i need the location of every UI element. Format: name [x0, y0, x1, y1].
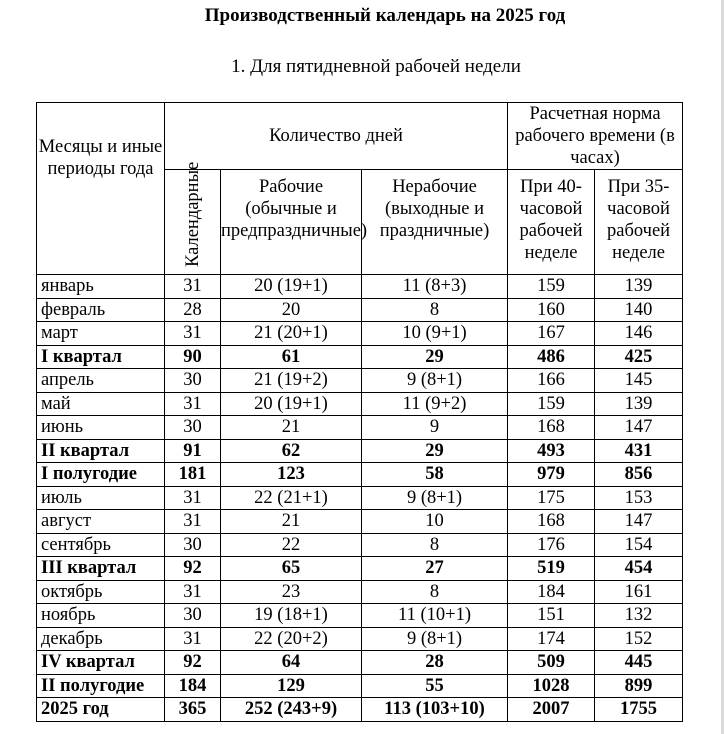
hours-35-cell: 425 [595, 345, 683, 369]
table-row [37, 275, 683, 299]
nonworking-days-cell: 8 [362, 298, 508, 322]
working-days-cell: 22 (21+1) [221, 486, 362, 510]
hours-40-cell: 168 [508, 510, 595, 534]
table-row [37, 369, 683, 393]
working-days-cell: 20 (19+1) [221, 392, 362, 416]
hours-40-cell: 1028 [508, 674, 595, 698]
nonworking-days-cell: 58 [362, 463, 508, 487]
working-days-cell: 123 [221, 463, 362, 487]
period-cell: июнь [37, 416, 165, 440]
header-calendar-days-label: Календарные [182, 161, 203, 267]
period-cell: август [37, 510, 165, 534]
hours-35-cell: 161 [595, 580, 683, 604]
table-row-total [37, 557, 683, 581]
calendar-days-cell: 92 [165, 557, 221, 581]
table-body [37, 275, 683, 722]
working-days-cell: 23 [221, 580, 362, 604]
nonworking-days-cell: 11 (9+2) [362, 392, 508, 416]
nonworking-days-cell: 9 (8+1) [362, 486, 508, 510]
nonworking-days-cell: 8 [362, 580, 508, 604]
hours-35-cell: 856 [595, 463, 683, 487]
table-row [37, 322, 683, 346]
working-days-cell: 22 (20+2) [221, 627, 362, 651]
calendar-days-cell: 31 [165, 580, 221, 604]
hours-35-cell: 139 [595, 392, 683, 416]
table-row-total [37, 463, 683, 487]
hours-40-cell: 176 [508, 533, 595, 557]
hours-40-cell: 175 [508, 486, 595, 510]
nonworking-days-cell: 113 (103+10) [362, 698, 508, 722]
hours-35-cell: 140 [595, 298, 683, 322]
calendar-table [36, 102, 683, 722]
hours-40-cell: 160 [508, 298, 595, 322]
header-days-group: Количество дней [165, 103, 508, 170]
calendar-days-cell: 31 [165, 627, 221, 651]
period-cell: май [37, 392, 165, 416]
nonworking-days-cell: 29 [362, 439, 508, 463]
header-period: Месяцы и иные периоды года [37, 103, 165, 275]
nonworking-days-cell: 55 [362, 674, 508, 698]
hours-40-cell: 2007 [508, 698, 595, 722]
period-cell: декабрь [37, 627, 165, 651]
nonworking-days-cell: 11 (10+1) [362, 604, 508, 628]
header-nonworking-days: Нерабочие (выходные и праздничные) [362, 170, 508, 275]
hours-40-cell: 486 [508, 345, 595, 369]
working-days-cell: 65 [221, 557, 362, 581]
table-row-total [37, 698, 683, 722]
page-title: Производственный календарь на 2025 год [204, 5, 566, 26]
hours-40-cell: 168 [508, 416, 595, 440]
working-days-cell: 21 [221, 416, 362, 440]
table-row [37, 510, 683, 534]
hours-35-cell: 152 [595, 627, 683, 651]
calendar-days-cell: 31 [165, 486, 221, 510]
working-days-cell: 129 [221, 674, 362, 698]
hours-40-cell: 166 [508, 369, 595, 393]
hours-40-cell: 184 [508, 580, 595, 604]
calendar-days-cell: 31 [165, 392, 221, 416]
nonworking-days-cell: 9 [362, 416, 508, 440]
working-days-cell: 62 [221, 439, 362, 463]
hours-35-cell: 899 [595, 674, 683, 698]
table-row-total [37, 439, 683, 463]
nonworking-days-cell: 28 [362, 651, 508, 675]
period-cell: январь [37, 275, 165, 299]
table-row [37, 392, 683, 416]
calendar-days-cell: 30 [165, 604, 221, 628]
hours-35-cell: 146 [595, 322, 683, 346]
hours-40-cell: 159 [508, 392, 595, 416]
calendar-days-cell: 181 [165, 463, 221, 487]
calendar-days-cell: 30 [165, 533, 221, 557]
nonworking-days-cell: 29 [362, 345, 508, 369]
hours-35-cell: 132 [595, 604, 683, 628]
calendar-days-cell: 365 [165, 698, 221, 722]
period-cell: февраль [37, 298, 165, 322]
calendar-days-cell: 30 [165, 416, 221, 440]
hours-35-cell: 147 [595, 416, 683, 440]
period-cell: I квартал [37, 345, 165, 369]
table-row [37, 580, 683, 604]
hours-40-cell: 174 [508, 627, 595, 651]
working-days-cell: 252 (243+9) [221, 698, 362, 722]
hours-35-cell: 153 [595, 486, 683, 510]
table-row [37, 604, 683, 628]
header-hours-35: При 35-часовой рабочей неделе [595, 170, 683, 275]
calendar-days-cell: 28 [165, 298, 221, 322]
calendar-days-cell: 31 [165, 275, 221, 299]
calendar-days-cell: 184 [165, 674, 221, 698]
header-working-days: Рабочие (обычные и предпраздничные) [221, 170, 362, 275]
period-cell: 2025 год [37, 698, 165, 722]
period-cell: II полугодие [37, 674, 165, 698]
table-row [37, 627, 683, 651]
period-cell: ноябрь [37, 604, 165, 628]
nonworking-days-cell: 9 (8+1) [362, 627, 508, 651]
period-cell: IV квартал [37, 651, 165, 675]
hours-40-cell: 519 [508, 557, 595, 581]
hours-35-cell: 139 [595, 275, 683, 299]
period-cell: март [37, 322, 165, 346]
hours-35-cell: 1755 [595, 698, 683, 722]
header-norm-group: Расчетная норма рабочего времени (в часах) [508, 103, 683, 170]
table-row-total [37, 345, 683, 369]
nonworking-days-cell: 11 (8+3) [362, 275, 508, 299]
calendar-days-cell: 31 [165, 510, 221, 534]
working-days-cell: 61 [221, 345, 362, 369]
calendar-days-cell: 92 [165, 651, 221, 675]
hours-35-cell: 431 [595, 439, 683, 463]
page-subtitle: 1. Для пятидневной рабочей недели [231, 56, 521, 77]
calendar-days-cell: 90 [165, 345, 221, 369]
hours-40-cell: 979 [508, 463, 595, 487]
working-days-cell: 22 [221, 533, 362, 557]
table-row [37, 533, 683, 557]
period-cell: апрель [37, 369, 165, 393]
period-cell: II квартал [37, 439, 165, 463]
hours-35-cell: 454 [595, 557, 683, 581]
working-days-cell: 20 [221, 298, 362, 322]
calendar-days-cell: 91 [165, 439, 221, 463]
working-days-cell: 19 (18+1) [221, 604, 362, 628]
period-cell: сентябрь [37, 533, 165, 557]
hours-40-cell: 159 [508, 275, 595, 299]
period-cell: октябрь [37, 580, 165, 604]
hours-40-cell: 493 [508, 439, 595, 463]
hours-40-cell: 509 [508, 651, 595, 675]
working-days-cell: 20 (19+1) [221, 275, 362, 299]
period-cell: III квартал [37, 557, 165, 581]
calendar-days-cell: 31 [165, 322, 221, 346]
hours-35-cell: 445 [595, 651, 683, 675]
nonworking-days-cell: 8 [362, 533, 508, 557]
header-calendar-days [165, 161, 221, 275]
table-row-total [37, 651, 683, 675]
working-days-cell: 21 (19+2) [221, 369, 362, 393]
hours-40-cell: 167 [508, 322, 595, 346]
period-cell: июль [37, 486, 165, 510]
table-row [37, 416, 683, 440]
nonworking-days-cell: 10 (9+1) [362, 322, 508, 346]
working-days-cell: 21 (20+1) [221, 322, 362, 346]
header-hours-40: При 40-часовой рабочей неделе [508, 170, 595, 275]
working-days-cell: 21 [221, 510, 362, 534]
hours-40-cell: 151 [508, 604, 595, 628]
table-row [37, 486, 683, 510]
working-days-cell: 64 [221, 651, 362, 675]
nonworking-days-cell: 9 (8+1) [362, 369, 508, 393]
hours-35-cell: 147 [595, 510, 683, 534]
nonworking-days-cell: 10 [362, 510, 508, 534]
period-cell: I полугодие [37, 463, 165, 487]
nonworking-days-cell: 27 [362, 557, 508, 581]
table-row-total [37, 674, 683, 698]
hours-35-cell: 154 [595, 533, 683, 557]
hours-35-cell: 145 [595, 369, 683, 393]
calendar-days-cell: 30 [165, 369, 221, 393]
table-row [37, 298, 683, 322]
